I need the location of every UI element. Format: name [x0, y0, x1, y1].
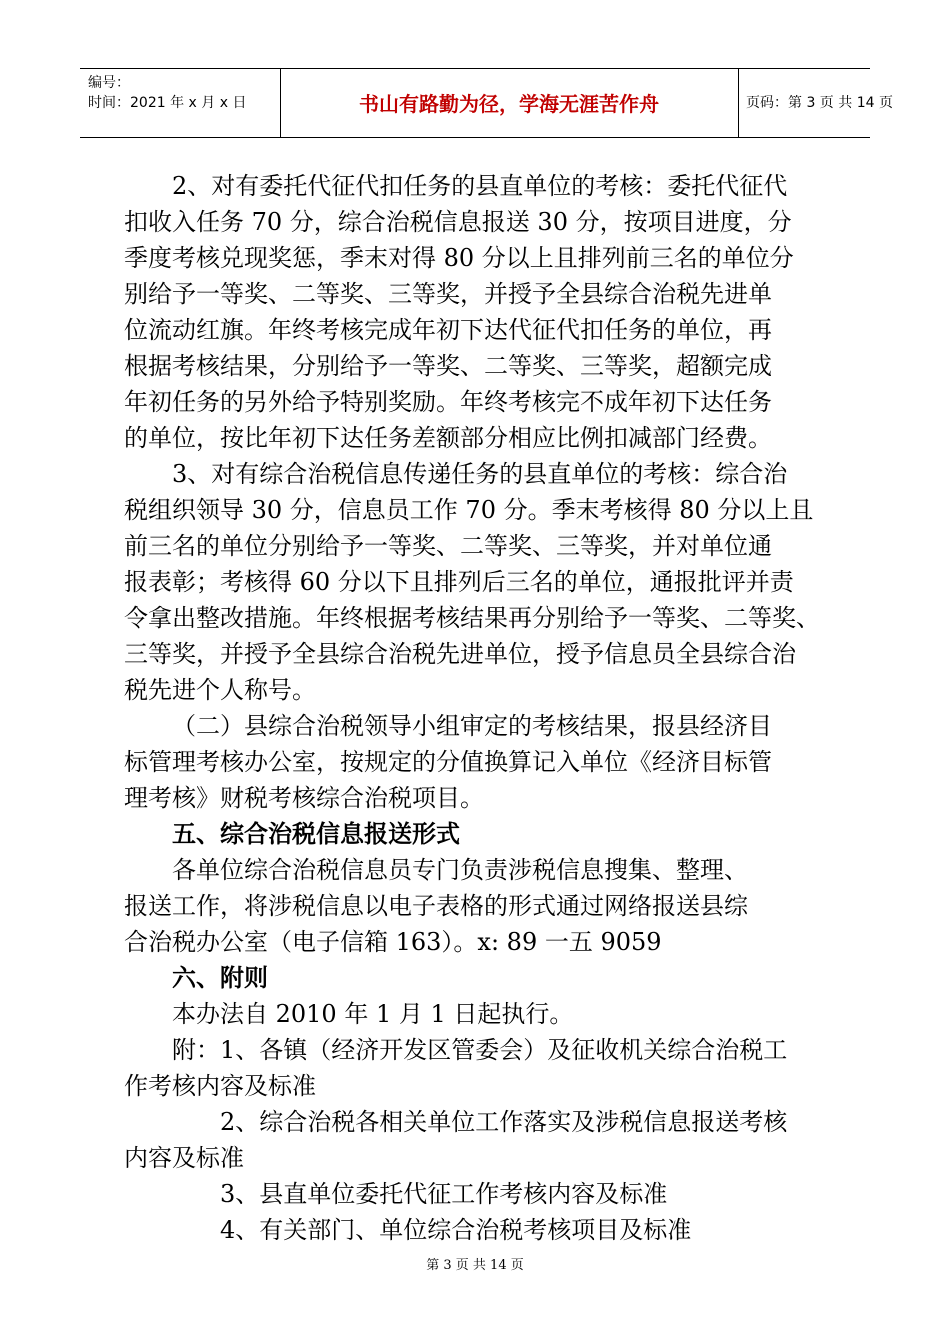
text-line: 报表彰；考核得 60 分以下且排列后三名的单位，通报批评并责 — [124, 568, 794, 596]
section-heading-six: 六、附则 — [172, 964, 268, 992]
text-line: 根据考核结果，分别给予一等奖、二等奖、三等奖，超额完成 — [124, 352, 772, 380]
text-line: 三等奖，并授予全县综合治税先进单位，授予信息员全县综合治 — [124, 640, 796, 668]
text-line: 2、对有委托代征代扣任务的县直单位的考核：委托代征代 — [172, 172, 788, 200]
section-heading-five: 五、综合治税信息报送形式 — [172, 820, 460, 848]
text-line: 令拿出整改措施。年终根据考核结果再分别给予一等奖、二等奖、 — [124, 604, 820, 632]
header-page-info: 页码：第 3 页 共 14 页 — [746, 95, 893, 111]
attachment-line: 3、县直单位委托代征工作考核内容及标准 — [220, 1180, 668, 1208]
text-line: 合治税办公室（电子信箱 163）。x: 89 一五 9059 — [124, 928, 662, 956]
text-line: 税组织领导 30 分，信息员工作 70 分。季末考核得 80 分以上且 — [124, 496, 814, 524]
text-line: 季度考核兑现奖惩，季末对得 80 分以上且排列前三名的单位分 — [124, 244, 794, 272]
header-motto: 书山有路勤为径，学海无涯苦作舟 — [359, 92, 659, 116]
page-footer: 第 3 页 共 14 页 — [426, 1258, 524, 1273]
text-line: 理考核》财税考核综合治税项目。 — [124, 784, 484, 812]
text-line: （二）县综合治税领导小组审定的考核结果，报县经济目 — [172, 712, 772, 740]
text-line: 的单位，按比年初下达任务差额部分相应比例扣减部门经费。 — [124, 424, 772, 452]
attachment-line: 附：1、各镇（经济开发区管委会）及征收机关综合治税工 — [172, 1036, 788, 1064]
text-line: 年初任务的另外给予特别奖励。年终考核完不成年初下达任务 — [124, 388, 772, 416]
text-line: 各单位综合治税信息员专门负责涉税信息搜集、整理、 — [172, 856, 748, 884]
header-page-cell — [738, 69, 893, 137]
header-time-label: 时间：2021 年 x 月 x 日 — [88, 95, 247, 111]
text-line: 3、对有综合治税信息传递任务的县直单位的考核：综合治 — [172, 460, 788, 488]
text-line: 位流动红旗。年终考核完成年初下达代征代扣任务的单位，再 — [124, 316, 772, 344]
header-motto-cell — [280, 69, 739, 137]
text-line: 前三名的单位分别给予一等奖、二等奖、三等奖，并对单位通 — [124, 532, 772, 560]
text-line: 别给予一等奖、二等奖、三等奖，并授予全县综合治税先进单 — [124, 280, 772, 308]
text-line: 税先进个人称号。 — [124, 676, 316, 704]
header-number-label: 编号： — [88, 75, 130, 91]
text-line: 标管理考核办公室，按规定的分值换算记入单位《经济目标管 — [124, 748, 772, 776]
page-header — [80, 68, 893, 138]
text-line: 本办法自 2010 年 1 月 1 日起执行。 — [172, 1000, 574, 1028]
attachment-line: 内容及标准 — [124, 1144, 244, 1172]
header-meta-cell — [80, 69, 281, 137]
attachment-line: 作考核内容及标准 — [124, 1072, 316, 1100]
text-line: 扣收入任务 70 分，综合治税信息报送 30 分，按项目进度，分 — [124, 208, 792, 236]
text-line: 报送工作，将涉税信息以电子表格的形式通过网络报送县综 — [124, 892, 748, 920]
attachment-line: 4、有关部门、单位综合治税考核项目及标准 — [220, 1216, 692, 1244]
attachment-line: 2、综合治税各相关单位工作落实及涉税信息报送考核 — [220, 1108, 788, 1136]
